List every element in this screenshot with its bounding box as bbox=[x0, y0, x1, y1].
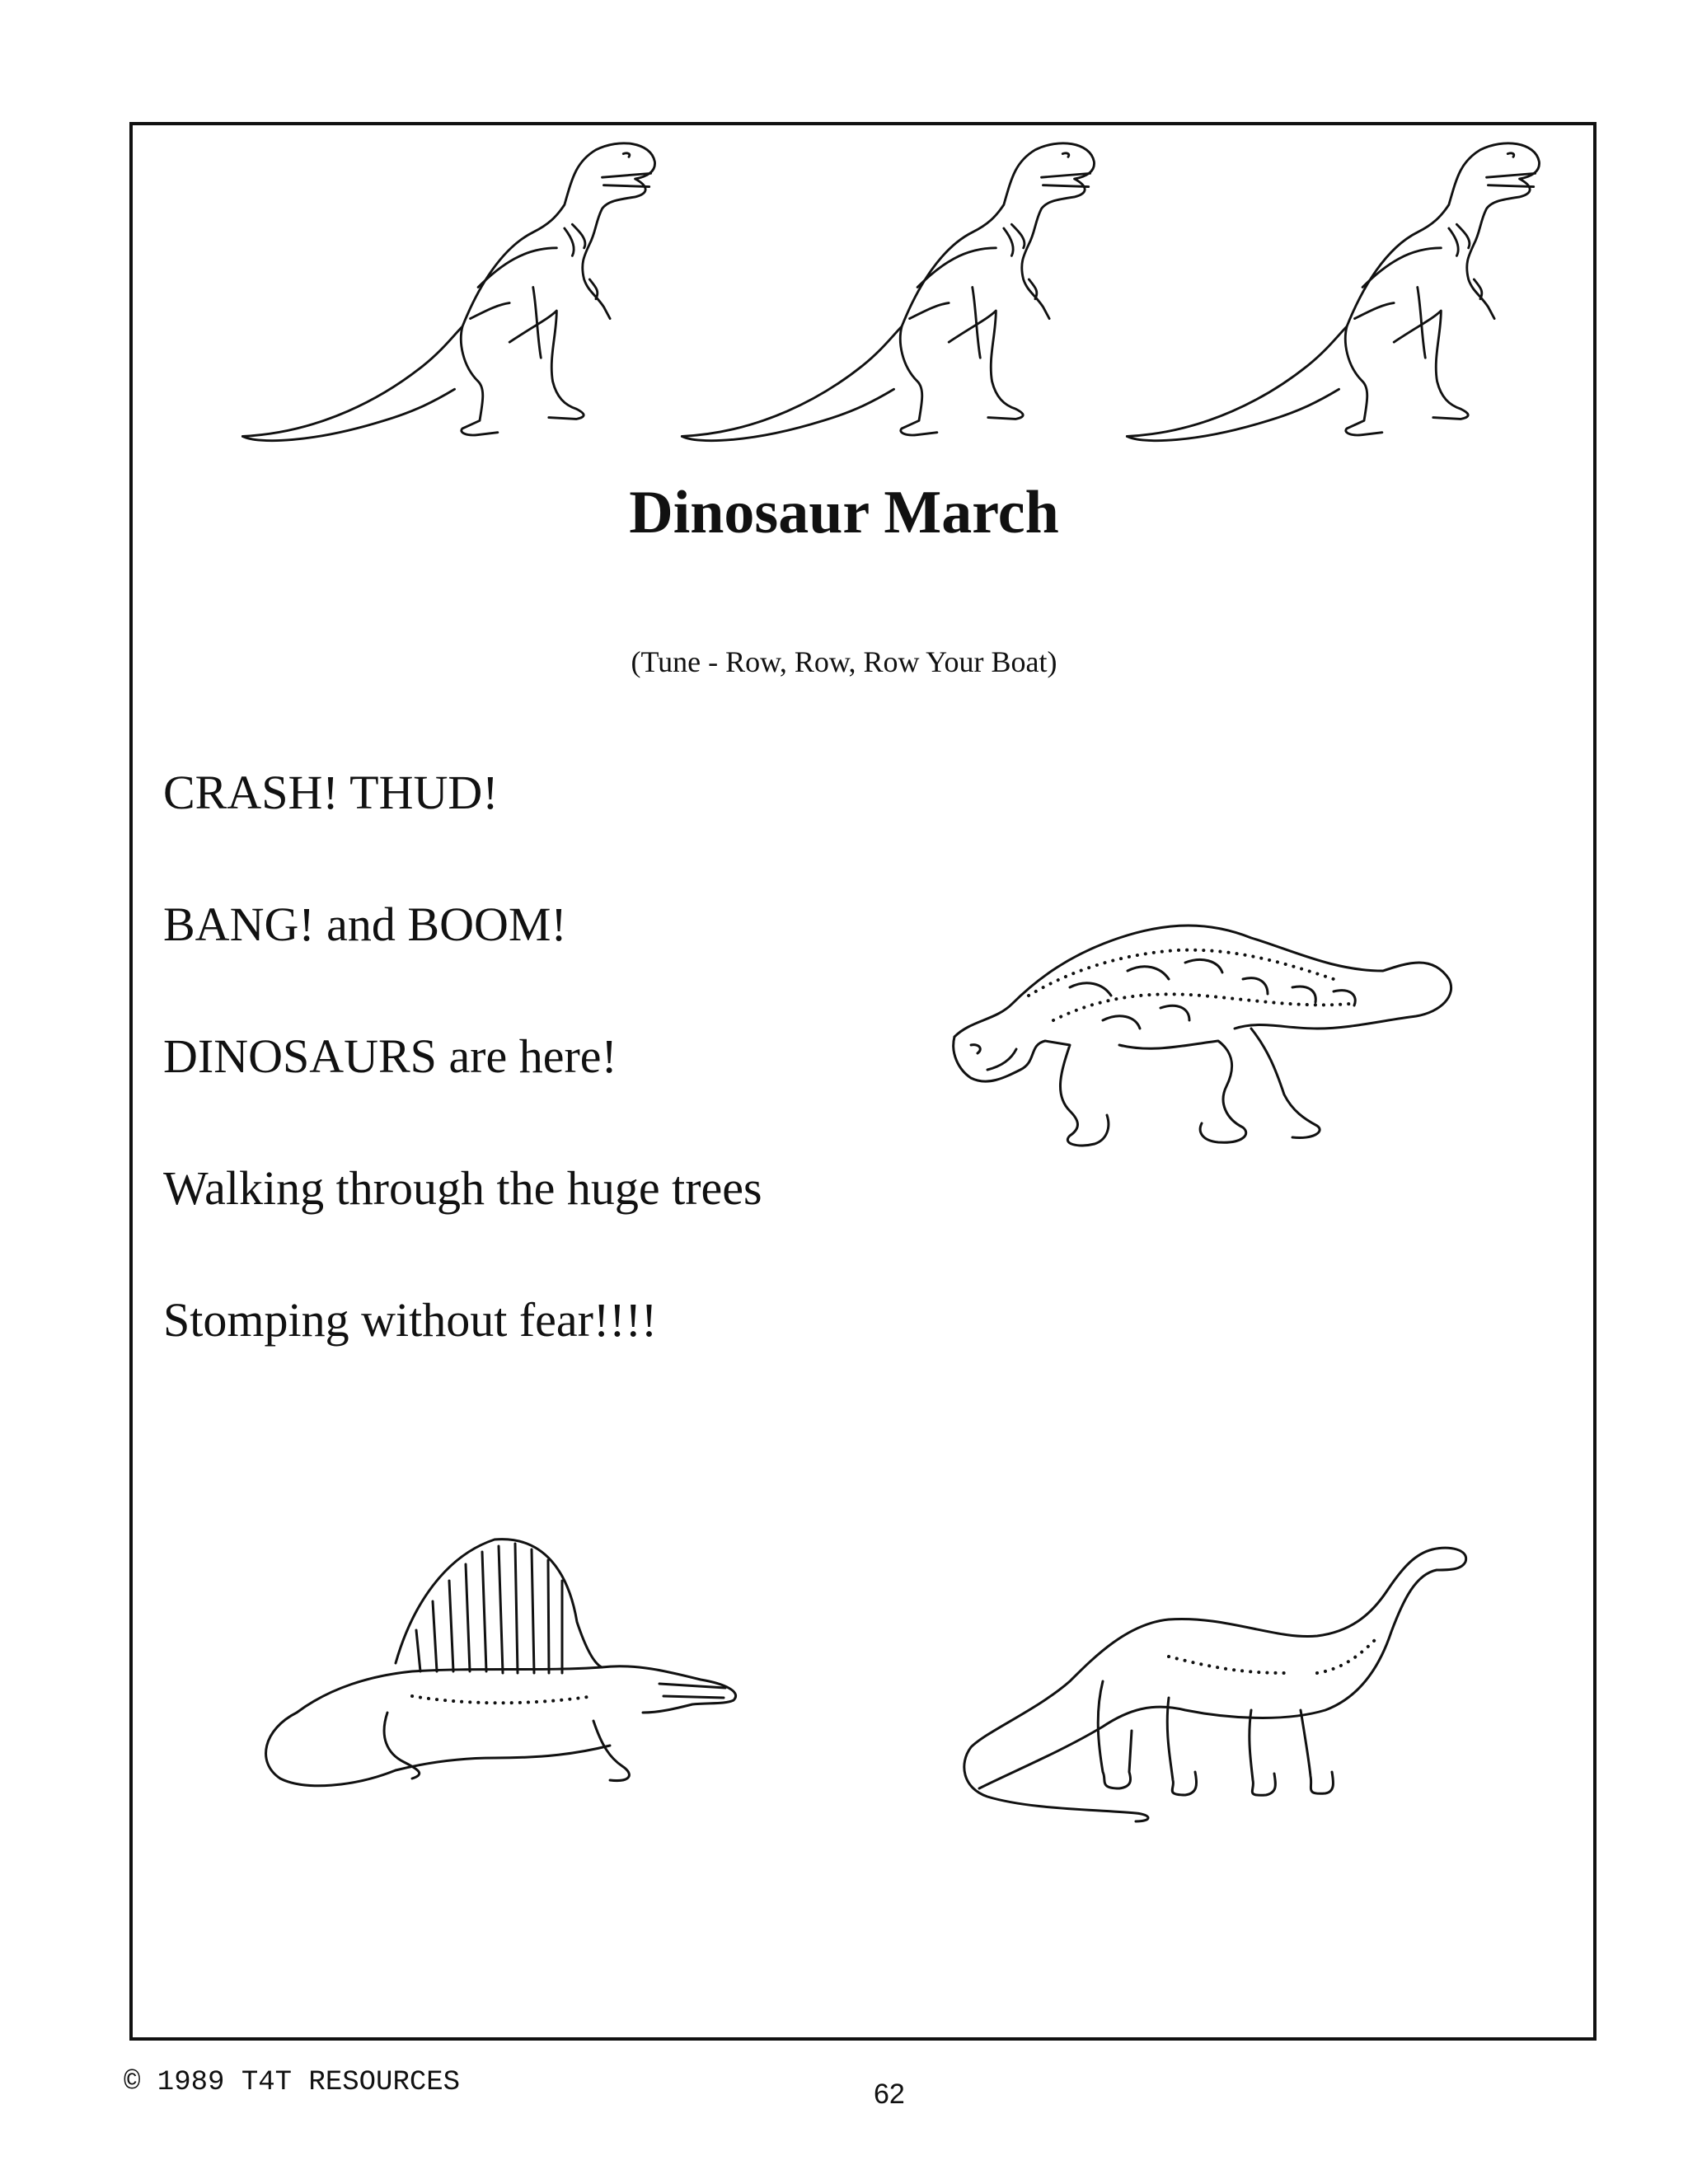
tyrannosaurus-icon bbox=[655, 130, 1117, 460]
lyric-line: CRASH! THUD! bbox=[163, 766, 499, 819]
lyric-line: Walking through the huge trees bbox=[163, 1161, 762, 1215]
tyrannosaurus-icon bbox=[216, 130, 678, 460]
copyright-notice: © 1989 T4T RESOURCES bbox=[124, 2067, 461, 2098]
lyric-line: DINOSAURS are here! bbox=[163, 1029, 617, 1083]
dimetrodon-icon bbox=[247, 1523, 758, 1803]
tyrannosaurus-icon bbox=[1100, 130, 1562, 460]
lyric-line: BANG! and BOOM! bbox=[163, 898, 567, 951]
lyric-line: Stomping without fear!!!! bbox=[163, 1293, 658, 1347]
page-title: Dinosaur March bbox=[629, 479, 1059, 546]
tune-subtitle: (Tune - Row, Row, Row Your Boat) bbox=[631, 645, 1057, 678]
brontosaurus-icon bbox=[954, 1533, 1482, 1830]
ankylosaurus-icon bbox=[938, 905, 1465, 1169]
page-number: 62 bbox=[874, 2079, 905, 2110]
